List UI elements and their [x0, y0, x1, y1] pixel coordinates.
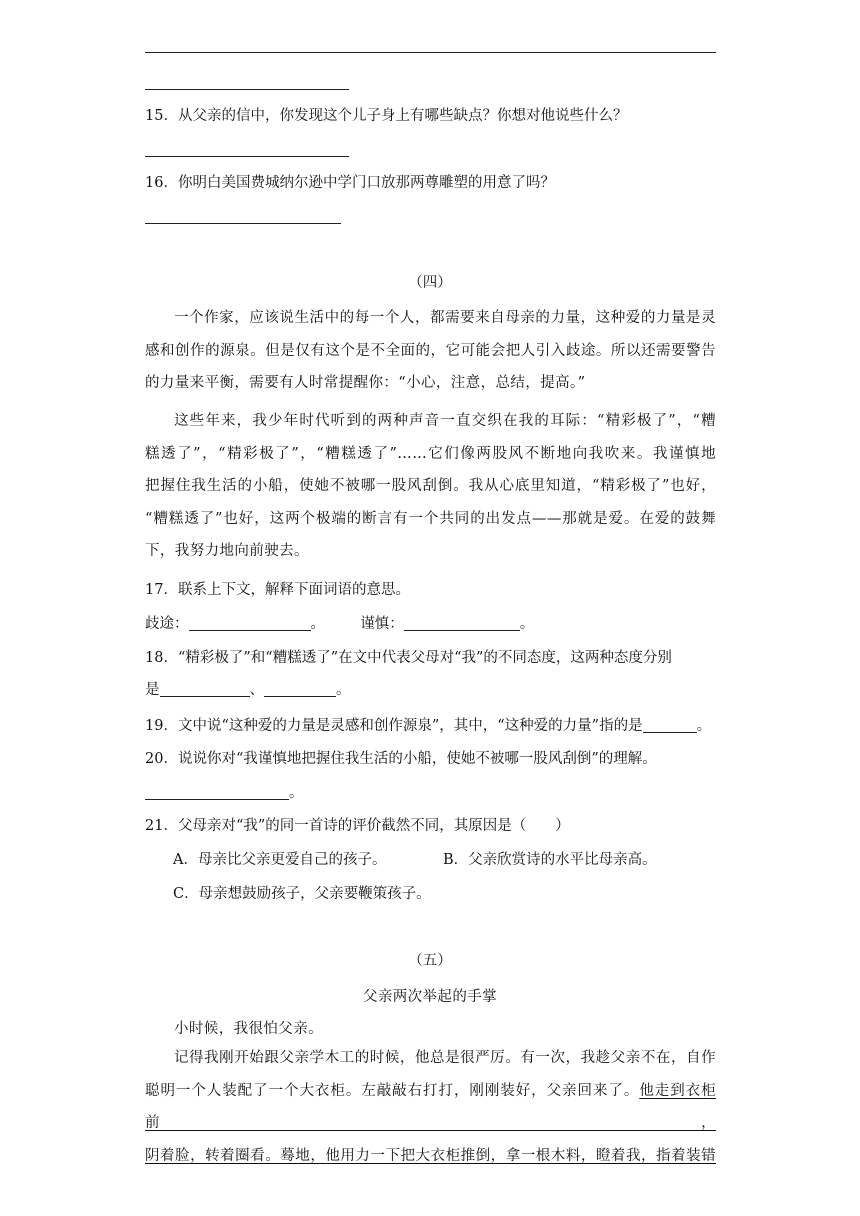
text-line: 把握住我生活的小船，使她不被哪一股风刮倒。我从心底里知道，“精彩极了”也好， — [145, 478, 716, 494]
section-5-paragraph-1: 小时候，我很怕父亲。 — [174, 1021, 323, 1037]
text-line: 这些年来，我少年时代听到的两种声音一直交织在我的耳际：“精彩极了”，“糟 — [174, 413, 716, 429]
blank-20[interactable] — [145, 785, 289, 800]
question-18-fill — [145, 680, 351, 700]
text-line: 一个作家，应该说生活中的每一个人，都需要来自母亲的力量，这种爱的力量是灵 — [174, 310, 716, 326]
blank-attitude-1[interactable] — [160, 682, 250, 697]
text: 聪明一个人装配了一个大衣柜。左敲敲右打打，刚刚装好，父亲回来了。 — [145, 1082, 640, 1099]
option-b[interactable]: B．父亲欣赏诗的水平比母亲高。 — [443, 852, 657, 868]
answer-line — [145, 89, 349, 90]
question-21: 21．父母亲对“我”的同一首诗的评价截然不同，其原因是（ ） — [145, 818, 570, 834]
question-19 — [145, 716, 711, 736]
word-label-qitu: 歧途： — [145, 616, 189, 632]
text: 是 — [145, 682, 160, 698]
question-20-fill — [145, 783, 304, 803]
question-18: 18．“精彩极了”和“糟糕透了”在文中代表父母对“我”的不同态度，这两种态度分别 — [145, 650, 672, 666]
section-4-heading: （四） — [408, 275, 452, 291]
text-line — [145, 1075, 716, 1140]
blank-19[interactable] — [643, 718, 697, 733]
punct: 。 — [289, 785, 304, 801]
text: 19．文中说“这种爱的力量是灵感和创作源泉”，其中，“这种爱的力量”指的是 — [145, 718, 643, 734]
question-20: 20．说说你对“我谨慎地把握住我生活的小船，使她不被哪一股风刮倒”的理解。 — [145, 751, 657, 767]
text-line: 记得我刚开始跟父亲学木工的时候，他总是很严厉。有一次，我趁父亲不在，自作 — [174, 1050, 716, 1066]
punct: 、 — [249, 682, 264, 698]
blank-attitude-2[interactable] — [264, 682, 336, 697]
punct: 。 — [519, 616, 535, 632]
text-line — [145, 1140, 716, 1173]
option-a[interactable]: A．母亲比父亲更爱自己的孩子。 — [173, 852, 387, 868]
question-17: 17．联系上下文，解释下面词语的意思。 — [145, 582, 410, 598]
passage-title: 父亲两次举起的手掌 — [362, 989, 498, 1005]
text-line: 糕透了”，“精彩极了”，“糟糕透了”……它们像两股风不断地向我吹来。我谨慎地 — [145, 445, 716, 462]
text-line: 感和创作的源泉。但是仅有这个是不全面的，它可能会把人引入歧途。所以还需要警告 — [145, 342, 716, 359]
answer-line — [145, 52, 716, 53]
punct: 。 — [696, 718, 712, 734]
section-4-paragraph-2 — [145, 405, 716, 568]
blank-jinshen[interactable] — [404, 616, 520, 631]
section-5-paragraph-2 — [145, 1042, 716, 1172]
option-c[interactable]: C．母亲想鼓励孩子，父亲要鞭策孩子。 — [173, 886, 431, 902]
word-label-jinshen: 谨慎： — [360, 616, 404, 632]
section-4-paragraph-1 — [145, 302, 716, 400]
section-5-heading: （五） — [408, 953, 452, 969]
question-17-fill — [145, 614, 534, 634]
underlined-text: 他走到衣柜前， — [145, 1082, 717, 1131]
text-line: 的力量来平衡，需要有人时常提醒你：“小心，注意，总结，提高。” — [145, 375, 586, 391]
answer-line-16[interactable] — [145, 223, 341, 224]
punct: 。 — [336, 682, 351, 698]
question-16: 16．你明白美国费城纳尔逊中学门口放那两尊雕塑的用意了吗？ — [145, 175, 555, 191]
blank-qitu[interactable] — [189, 616, 311, 631]
question-15: 15．从父亲的信中，你发现这个儿子身上有哪些缺点？你想对他说些什么？ — [145, 108, 628, 124]
answer-line-15[interactable] — [145, 156, 349, 157]
text-line: 下，我努力地向前驶去。 — [145, 543, 309, 559]
punct: 。 — [310, 616, 325, 632]
text-line: “糟糕透了”也好，这两个极端的断言有一个共同的出发点——那就是爱。在爱的鼓舞 — [145, 510, 716, 527]
underlined-text: 阴着脸，转着圈看。蓦地，他用力一下把大衣柜推倒，拿一根木料，瞪着我，指着装错 — [145, 1147, 716, 1164]
